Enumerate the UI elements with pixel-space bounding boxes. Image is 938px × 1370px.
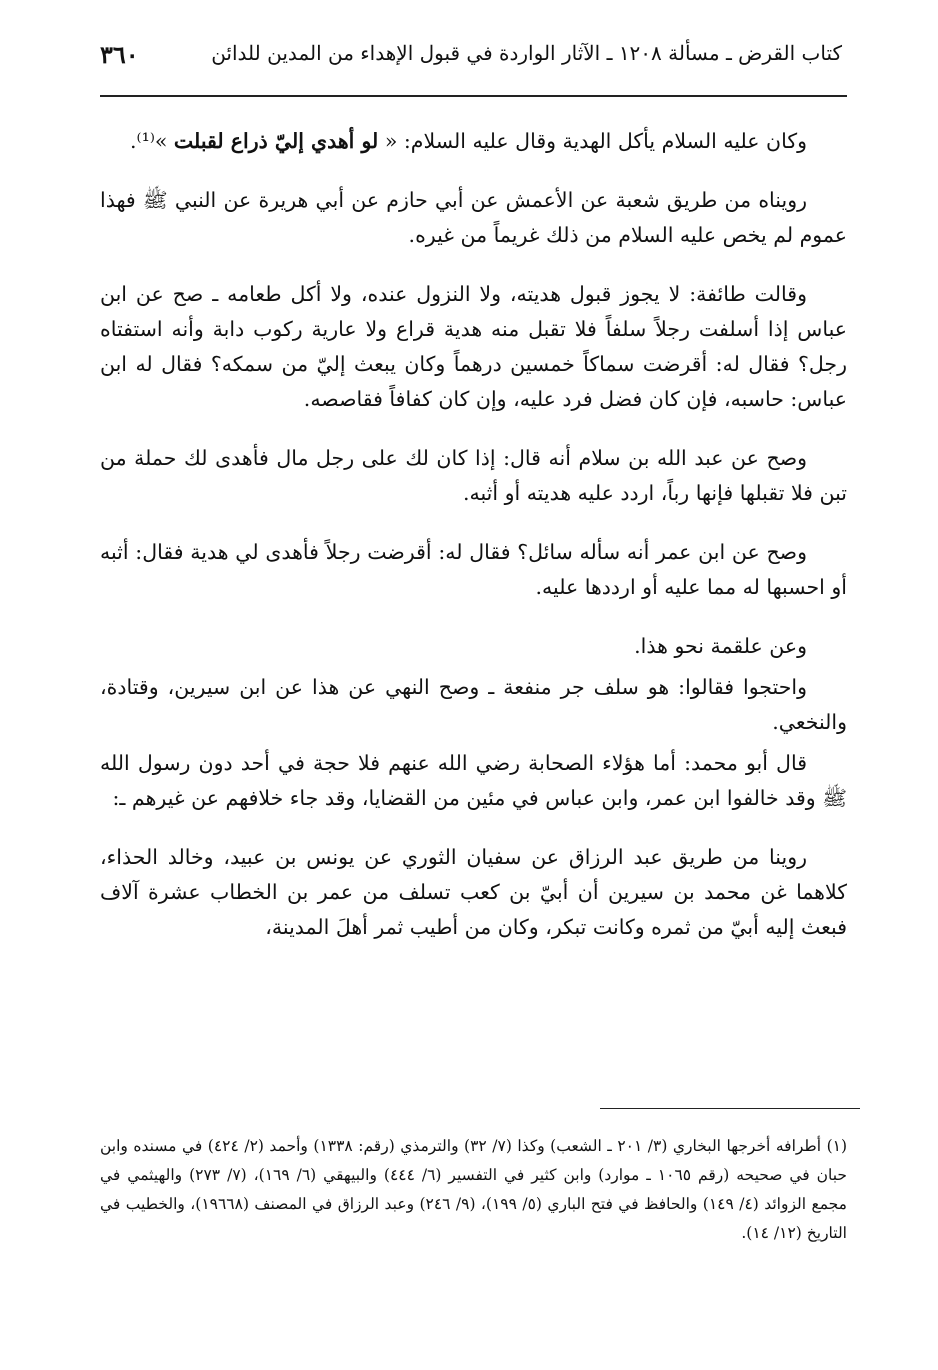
paragraph: واحتجوا فقالوا: هو سلف جر منفعة ـ وصح النهي عن هذا عن ابن سيرين، وقتادة، والنخعي.: [100, 675, 847, 734]
paragraph: قال أبو محمد: أما هؤلاء الصحابة رضي الله عنهم فلا حجة في أحد دون رسول الله ﷺ وقد خالفوا ابن عمر، وابن عباس في مئين من القضايا، وقد جاء خلافهم عن غيرهم ـ:: [100, 751, 847, 810]
paragraph: رويناه من طريق شعبة عن الأعمش عن أبي حازم عن أبي هريرة عن النبي ﷺ فهذا عموم لم يخص عليه السلام من ذلك غريماً من غيره.: [100, 188, 847, 247]
header-divider: [100, 95, 847, 97]
paragraph: روينا من طريق عبد الرزاق عن سفيان الثوري عن يونس بن عبيد، وخالد الحذاء، كلاهما غن محمد بن سيرين أن أبيّ بن كعب تسلف من عمر بن الخطاب عشرة آلاف فبعث إليه أبيّ من ثمره وكانت تبكر، وكان من أطيب ثمر أهلَ المدينة،: [100, 845, 847, 939]
paragraph: وعن علقمة نحو هذا.: [634, 634, 807, 658]
footnotes: [100, 1132, 847, 1248]
main-text: [100, 124, 847, 945]
paragraph: وقالت طائفة: لا يجوز قبول هديته، ولا النزول عنده، ولا أكل طعامه ـ صح عن ابن عباس إذا أسلفت رجلاً سلفاً فلا تقبل منه هدية قراع ولا عارية ركوب دابة وأنه استفتاه رجل؟ فقال له: أقرضت سماكاً خمسين درهماً وكان يبعث إليّ من سمكه؟ فقال له ابن عباس: حاسبه، فإن كان فضل فرد عليه، وإن كان كفافاً فقاصصه.: [100, 282, 847, 411]
footnote-divider: [600, 1108, 860, 1109]
hadith-quote: لو أهدي إليّ ذراع لقبلت: [173, 129, 379, 153]
paragraph: وصح عن عبد الله بن سلام أنه قال: إذا كان لك على رجل مال فأهدى لك حملة من تبن فلا تقبلها فإنها رباً، اردد عليه هديته أو أثبه.: [100, 446, 847, 505]
running-header-title: كتاب القرض ـ مسألة ١٢٠٨ ـ الآثار الواردة في قبول الإهداء من المدين للدائن: [211, 41, 842, 65]
page-number: ٣٦٠: [100, 40, 139, 69]
paragraph-text: وكان عليه السلام يأكل الهدية وقال عليه السلام: «: [378, 129, 807, 153]
paragraph: [100, 124, 847, 159]
paragraph: وصح عن ابن عمر أنه سأله سائل؟ فقال له: أقرضت رجلاً فأهدى لي هدية فقال: أثبه أو احسبها له مما عليه أو ارددها عليه.: [100, 540, 847, 599]
running-header: [100, 40, 842, 90]
paragraph-text: »⁽¹⁾.: [130, 129, 174, 153]
footnote: (١) أطرافه أخرجها البخاري (٣/ ٢٠١ ـ الشعب) وكذا (٧/ ٣٢) والترمذي (رقم: ١٣٣٨) وأحمد (٢/ ٤٢٤) في مسنده وابن حبان في صحيحه (رقم ١٠٦٥ ـ موارد) وابن كثير في التفسير (٦/ ٤٤٤) والبيهقي (٦/ ١٦٩)، (٧/ ٢٧٣) والهيثمي في مجمع الزوائد (٤/ ١٤٩) والحافظ في فتح الباري (٥/ ١٩٩)، (٩/ ٢٤٦) وعبد الرزاق في المصنف (١٩٦٦٨)، والخطيب في التاريخ (١٢/ ١٤).: [100, 1137, 848, 1242]
